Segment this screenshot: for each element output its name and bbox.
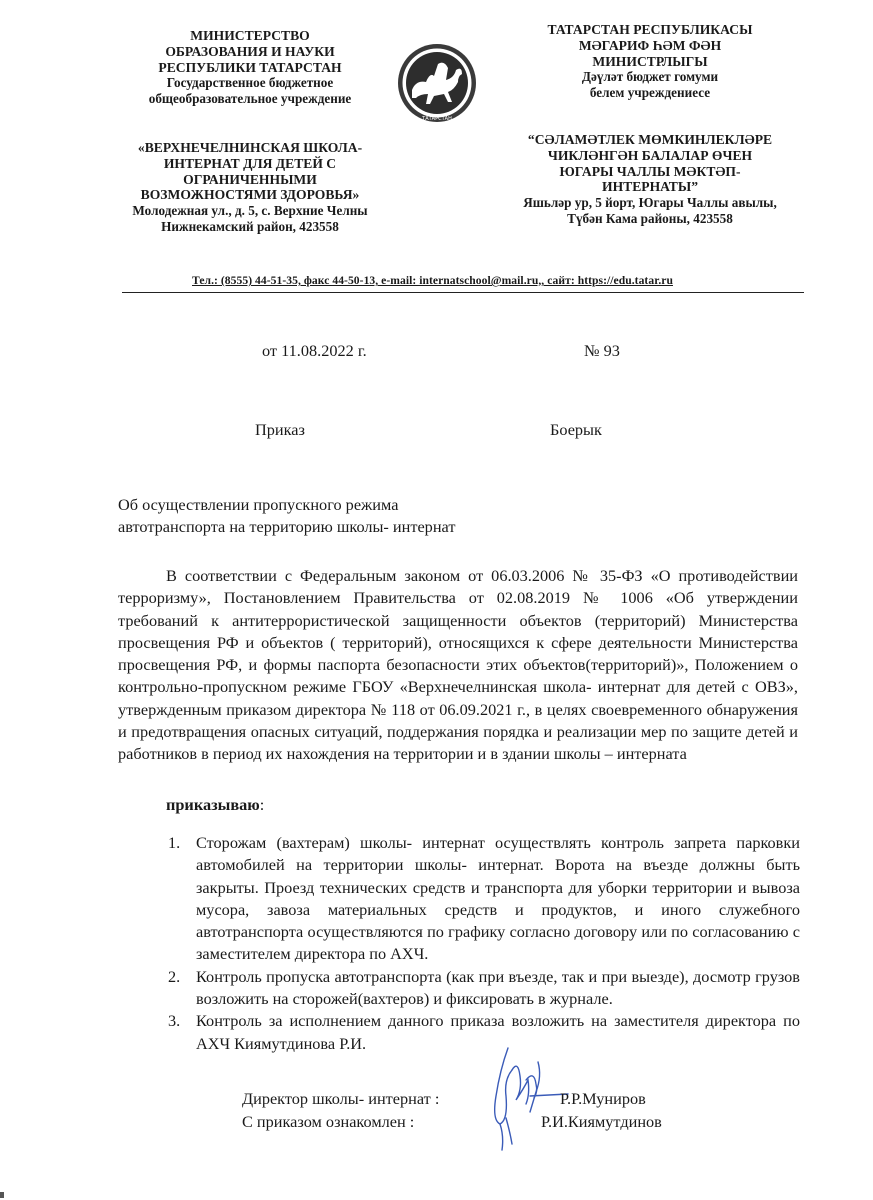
header-line: общеобразовательное учреждение (148, 91, 352, 107)
order-item-number: 3. (168, 1011, 181, 1031)
order-item (168, 832, 800, 966)
contact-line (122, 268, 804, 293)
order-item (168, 966, 800, 1011)
order-word-text: приказываю (166, 795, 260, 814)
subject-line: Об осуществлении пропускного режима (118, 495, 399, 514)
document-title-tt: Боерык (550, 420, 602, 439)
order-item-text: Контроль пропуска автотранспорта (как при въезде, так и при выезде), досмотр грузов возложить на сторожей(вахтеров) и фиксировать в журнале. (196, 966, 800, 1009)
header-address-line: Түбән Кама районы, 423558 (567, 210, 733, 226)
order-item-number: 1. (168, 833, 181, 852)
subject-line: автотранспорта на территорию школы- интернат (118, 517, 456, 537)
signature-name-director: Р.Р.Муниров (560, 1089, 646, 1108)
header-ministry-tt (505, 22, 795, 101)
header-line: ВОЗМОЖНОСТЯМИ ЗДОРОВЬЯ» (140, 187, 360, 203)
order-preamble: В соответствии с Федеральным законом от 06.03.2006 № 35-ФЗ «О противодействии терроризму», Постановлением Правительства от 02.08.2019 № 1006 «Об утверждении требований к антитеррористической защищенности объектов (территорий) Министерства просвещения РФ и объектов ( территорий), относящихся к сфере деятельности Министерства просвещения РФ, и формы паспорта безопасности этих объектов(территорий)», Положением о контрольно-пропускном режиме ГБОУ «Верхнечелнинская школа- интернат для детей с ОВЗ», утвержденным приказом директора № 118 от 06.09.2021 г., в целях своевременного обнаружения и предотвращения опасных ситуаций, поддержания порядка и реализации мер по защите детей и работников в период их нахождения на территории и в здании школы – интерната (118, 566, 798, 764)
tatarstan-coat-of-arms-icon (396, 42, 478, 124)
order-word-colon: : (259, 795, 265, 814)
signature-name-deputy: Р.И.Киямутдинов (541, 1112, 662, 1131)
header-address-line: Нижнекамский район, 423558 (161, 218, 339, 234)
handwritten-signature-icon (470, 1040, 570, 1152)
document-title-ru: Приказ (255, 420, 305, 439)
header-line: Государственное бюджетное (166, 75, 334, 91)
order-subject (118, 494, 538, 538)
header-line: ТАТАРСТАН РЕСПУБЛИКАСЫ (547, 22, 753, 37)
header-line: ИНТЕРНАТЫ” (602, 179, 698, 195)
header-line: белем учреждениесе (589, 85, 711, 101)
order-item-text: Контроль за исполнением данного приказа возложить на заместителя директора по АХЧ Киямутдинова Р.И. (196, 1011, 800, 1053)
header-line: МИНИСТРЛЫГЫ (592, 53, 708, 69)
order-items (168, 832, 800, 1055)
header-line: ЮГАРЫ ЧАЛЛЫ МӘКТӘП- (559, 163, 741, 179)
header-line: ИНТЕРНАТ ДЛЯ ДЕТЕЙ С (163, 155, 337, 171)
header-line: ЧИКЛӘНГӘН БАЛАЛАР ӨЧЕН (547, 147, 753, 163)
header-line: МӘГАРИФ ҺӘМ ФӘН (578, 37, 722, 53)
emblem-ring-text: ТАТАРСТАН (422, 116, 452, 122)
header-line: Дәүләт бюджет гомуми (581, 69, 719, 85)
header-line: РЕСПУБЛИКИ ТАТАРСТАН (158, 59, 342, 75)
signature-role-acknowledged: С приказом ознакомлен : (242, 1112, 415, 1131)
header-school-ru (105, 140, 395, 235)
order-item-text: Сторожам (вахтерам) школы- интернат осуществлять контроль запрета парковки автомобилей на территории школы- интернат. Ворота на въезде должны быть закрыты. Проезд технических средств и транспорта для уборки территории и вывоза мусора, завоза материальных средств и продуктов, и иного служебного автотранспорта осуществляются по графику согласно договору или по согласованию с заместителем директора по АХЧ. (196, 833, 800, 964)
header-ministry-ru (110, 28, 390, 107)
header-school-tt (490, 132, 810, 227)
header-address-line: Молодежная ул., д. 5, с. Верхние Челны (132, 203, 368, 219)
order-date: от 11.08.2022 г. (262, 341, 367, 360)
scan-artifact (0, 1192, 4, 1198)
header-line: ОБРАЗОВАНИЯ И НАУКИ (165, 43, 335, 59)
signature-role-director: Директор школы- интернат : (242, 1089, 440, 1108)
header-line: МИНИСТЕРСТВО (190, 28, 310, 43)
header-line: ОГРАНИЧЕННЫМИ (183, 171, 317, 187)
header-line: «ВЕРХНЕЧЕЛНИНСКАЯ ШКОЛА- (137, 140, 363, 155)
contact-text: Тел.: (8555) 44-51-35, факс 44-50-13, e-mail: internatschool@mail.ru,, сайт: https://edu.tatar.ru (192, 274, 673, 287)
order-number: № 93 (584, 341, 620, 360)
header-line: “СӘЛАМӘТЛЕК МӨМКИНЛЕКЛӘРЕ (527, 132, 773, 147)
order-item-number: 2. (168, 966, 181, 986)
order-word (166, 794, 264, 816)
header-address-line: Яшьләр ур, 5 йорт, Югары Чаллы авылы, (523, 195, 777, 211)
